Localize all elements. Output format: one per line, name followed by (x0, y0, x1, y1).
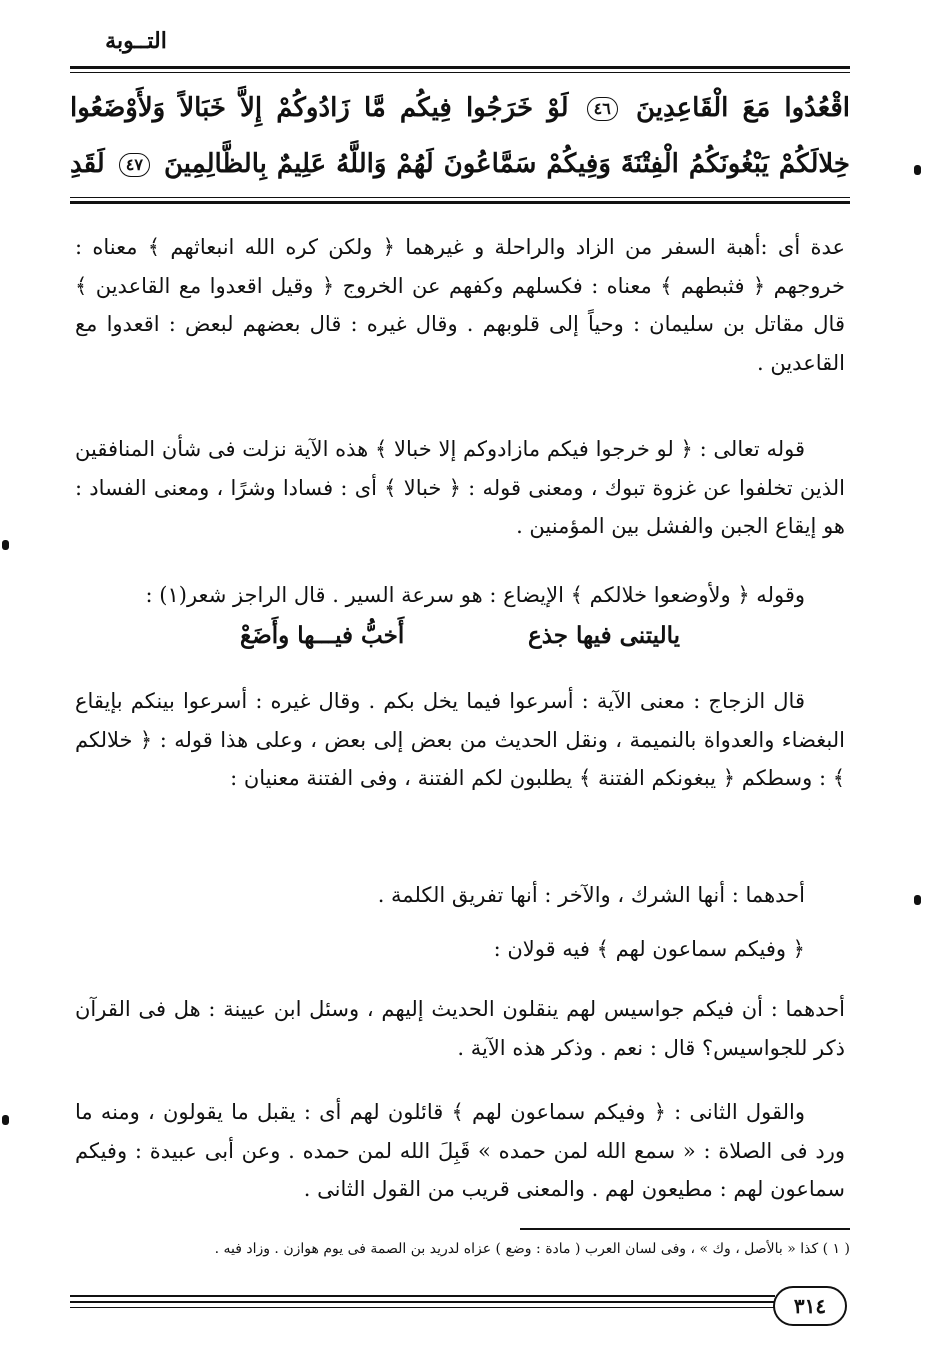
verse-line-2-before: خِلالَكُمْ يَبْغُونَكُمُ الْفِتْنَةَ وَفِيكُمْ سَمَّاعُونَ لَهُمْ وَاللَّهُ عَلِيمٌ بِالظَّالِمِينَ (163, 149, 850, 179)
paragraph-5: أحدهما : أنها الشرك ، والآخر : أنها تفريق الكلمة . (377, 883, 805, 907)
footnote-separator (520, 1228, 850, 1230)
margin-mark (2, 540, 9, 550)
verses-rule-thin (70, 197, 850, 198)
verse-line-2 (70, 140, 850, 188)
margin-mark (914, 165, 921, 175)
paragraph-6: ﴿ وفيكم سماعون لهم ﴾ فيه قولان : (493, 937, 805, 961)
header-rule-thin (70, 72, 850, 73)
paragraph-4: قال الزجاج : معنى الآية : أسرعوا فيما يخل بكم . وقال غيره : أسرعوا بينكم بإيقاع البغضاء والعدواة بالنميمة ، ونقل الحديث من بعض إلى بعض ، وعلى هذا قوله : ﴿ خلالكم ﴾ : وسطكم ﴿ يبغونكم الفتنة ﴾ يطلبون لكم الفتنة ، وفى الفتنة معنيان : (75, 689, 845, 790)
margin-mark (2, 1115, 9, 1125)
verses-rule-thick (70, 201, 850, 204)
footer-rule-3 (70, 1307, 775, 1308)
verse-line-2-after: لَقَدِ (70, 149, 105, 179)
paragraph-3: وقوله ﴿ ولأوضعوا خلالكم ﴾ الإيضاع : هو سرعة السير . قال الراجز شعر(١) : (145, 583, 805, 607)
margin-mark (914, 895, 921, 905)
verse-line-1-after: لَوْ خَرَجُوا فِيكُم مَّا زَادُوكُمْ إِلاَّ خَبَالاً وَلأَوْضَعُوا (70, 93, 569, 123)
page-number: ٣١٤ (773, 1286, 847, 1326)
footnote: ( ١ ) كذا « بالأصل ، وك » ، وفى لسان العرب ( مادة : وضع ) عزاه لدريد بن الصمة فى يوم هوازن . وزاد فيه . (214, 1241, 850, 1257)
paragraph-8: والقول الثانى : ﴿ وفيكم سماعون لهم ﴾ قائلون لهم أى : يقبل ما يقولون ، ومنه ما ورد فى الصلاة : « سمع الله لمن حمده » قَبِلَ الله لمن حمده . وعن أبى عبيدة : وفيكم سماعون لهم : مطيعون لهم . والمعنى قريب من القول الثانى . (75, 1100, 845, 1201)
couplet-first-hemistich: ياليتنى فيها جذع (528, 622, 680, 649)
running-header-title: التــوبة (105, 28, 167, 54)
paragraph-7: أحدهما : أن فيكم جواسيس لهم ينقلون الحديث إليهم ، وسئل ابن عيينة : هل فى القرآن ذكر للجواسيس؟ قال : نعم . وذكر هذه الآية . (75, 997, 845, 1060)
couplet-second-hemistich: أَخبُّ فيـــها وأَضَعْ (240, 622, 405, 649)
paragraph-2: قوله تعالى : ﴿ لو خرجوا فيكم مازادوكم إلا خبالا ﴾ هذه الآية نزلت فى شأن المنافقين الذين تخلفوا عن غزوة تبوك ، ومعنى قوله : ﴿ خبالا ﴾ أى : فسادا وشرًا ، ومعنى الفساد : هو إيقاع الجبن والفشل بين المؤمنين . (75, 437, 845, 538)
verse-number-46: ٤٦ (587, 97, 618, 121)
poetry-couplet (240, 622, 680, 649)
quran-verses-block (70, 84, 850, 194)
verse-number-47: ٤٧ (119, 153, 150, 177)
paragraph-1: عدة أى :أهبة السفر من الزاد والراحلة و غيرهما ﴿ ولكن كره الله انبعاثهم ﴾ معناه : خروجهم ﴿ فثبطهم ﴾ معناه : فكسلهم وكفهم عن الخروج ﴿ وقيل اقعدوا مع القاعدين ﴾ قال مقاتل بن سليمان : وحياً إلى قلوبهم . وقال غيره : قال بعضهم لبعض : اقعدوا مع القاعدين . (75, 235, 845, 375)
verse-line-1 (70, 84, 850, 132)
header-rule-thick (70, 66, 850, 69)
footer-rule-1 (70, 1295, 775, 1297)
verse-line-1-before: اقْعُدُوا مَعَ الْقَاعِدِينَ (635, 93, 850, 123)
footer-rule-2 (70, 1301, 775, 1303)
